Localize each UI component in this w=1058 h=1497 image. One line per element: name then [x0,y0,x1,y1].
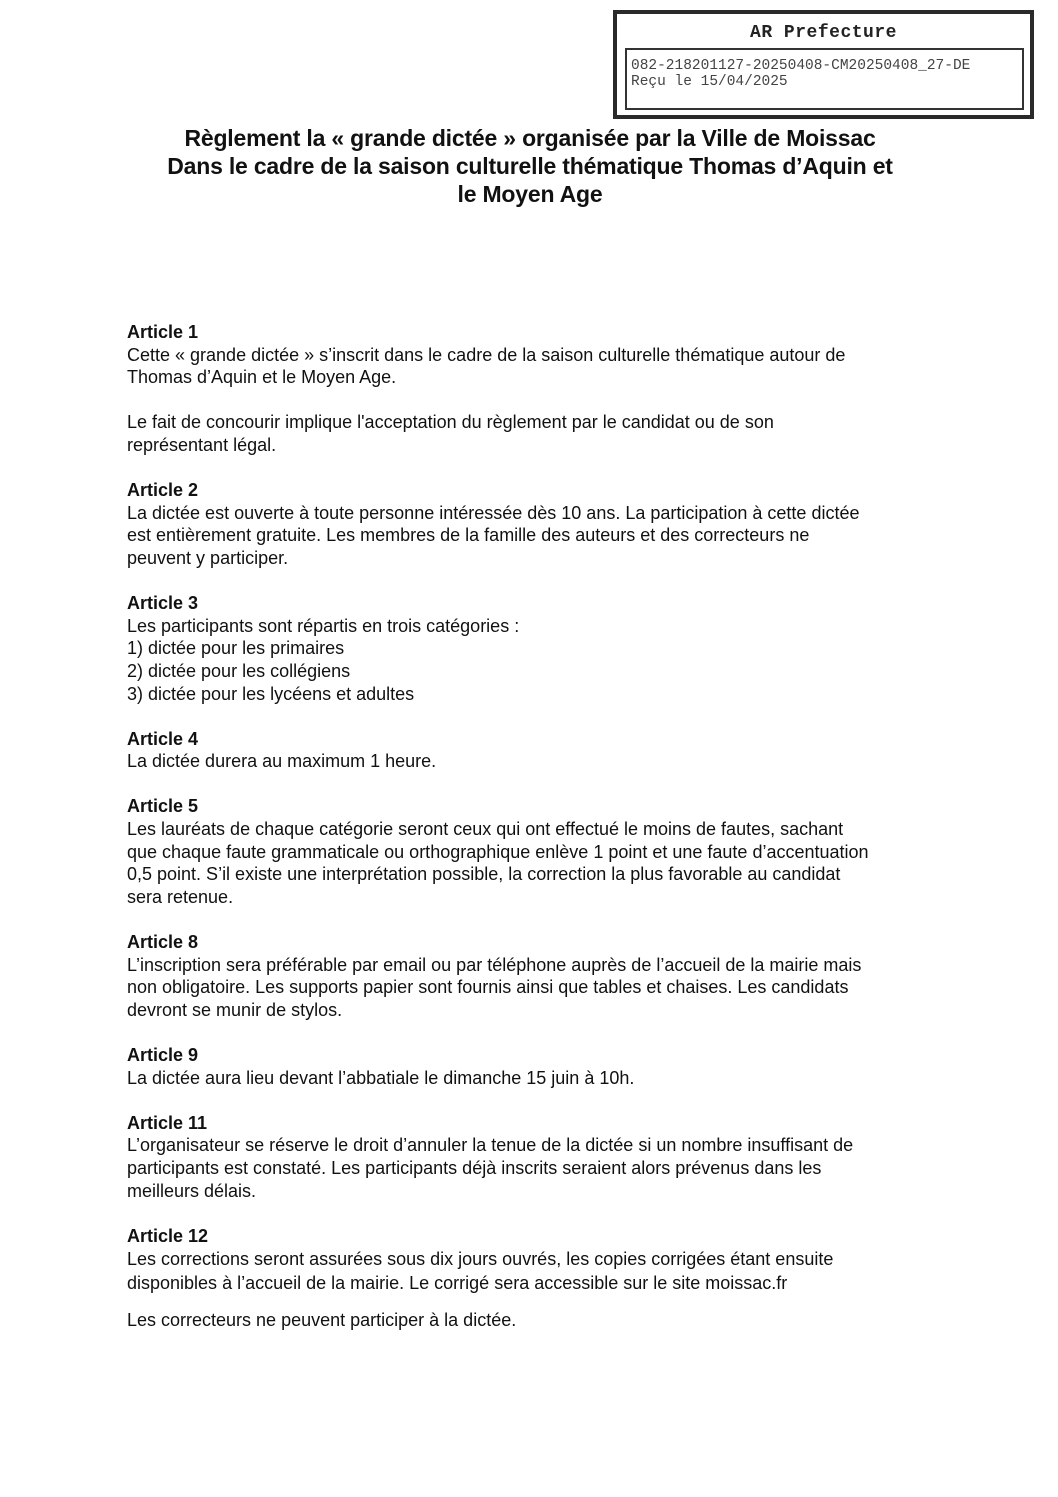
article-paragraph [127,750,947,773]
text-line: L’inscription sera préférable par email ou par téléphone auprès de l’accueil de la mairie mais [127,954,862,975]
stamp-details-box [625,48,1024,110]
text-line: est entièrement gratuite. Les membres de la famille des auteurs et des correcteurs ne [127,525,810,546]
article-heading: Article 12 [127,1225,209,1246]
article-4 [127,728,947,773]
list-item: 1) dictée pour les primaires [127,638,345,659]
article-heading: Article 4 [127,728,199,749]
article-paragraph [127,1247,947,1295]
article-3 [127,592,947,705]
article-paragraph [127,615,947,705]
text-line: disponibles à l’accueil de la mairie. Le corrigé sera accessible sur le site moissac.fr [127,1273,788,1294]
text-line: représentant légal. [127,434,277,455]
stamp-reference: 082-218201127-20250408-CM20250408_27-DE [631,58,971,74]
article-heading: Article 3 [127,593,199,614]
text-line: non obligatoire. Les supports papier sont fournis ainsi que tables et chaises. Les candidats [127,977,849,998]
text-line: devront se munir de stylos. [127,999,343,1020]
text-line: sera retenue. [127,886,234,907]
list-item: 3) dictée pour les lycéens et adultes [127,683,415,704]
text-line: Les participants sont répartis en trois catégories : [127,615,520,636]
article-paragraph [127,1134,947,1202]
article-1 [127,321,947,457]
text-line: L’organisateur se réserve le droit d’annuler la tenue de la dictée si un nombre insuffisant de [127,1135,854,1156]
article-paragraph [127,344,947,389]
list-item: 2) dictée pour les collégiens [127,660,351,681]
text-line: Thomas d’Aquin et le Moyen Age. [127,367,397,388]
article-heading: Article 2 [127,480,199,501]
article-5 [127,795,947,908]
article-9 [127,1044,947,1089]
text-line: La dictée est ouverte à toute personne intéressée dès 10 ans. La participation à cette dictée [127,502,860,523]
article-8 [127,931,947,1021]
title-line: Règlement la « grande dictée » organisée par la Ville de Moissac [184,125,876,151]
document-body [127,321,947,1355]
prefecture-stamp [613,10,1034,119]
article-11 [127,1112,947,1202]
text-line: La dictée aura lieu devant l’abbatiale le dimanche 15 juin à 10h. [127,1067,635,1088]
article-2 [127,479,947,569]
stamp-received-date: Reçu le 15/04/2025 [631,74,788,90]
text-line: que chaque faute grammaticale ou orthographique enlève 1 point et une faute d’accentuation [127,841,869,862]
article-paragraph [127,818,947,908]
text-line: Les corrections seront assurées sous dix jours ouvrés, les copies corrigées étant ensuite [127,1249,834,1270]
text-line: peuvent y participer. [127,547,289,568]
stamp-title: AR Prefecture [750,23,897,43]
title-line: le Moyen Age [457,181,603,207]
article-paragraph [127,1309,947,1332]
article-heading: Article 9 [127,1045,199,1065]
text-line: La dictée durera au maximum 1 heure. [127,751,437,772]
article-paragraph [127,411,947,456]
text-line: Le fait de concourir implique l'acceptation du règlement par le candidat ou de son [127,412,774,433]
article-12 [127,1225,947,1332]
text-line: Cette « grande dictée » s’inscrit dans le cadre de la saison culturelle thématique autour de [127,344,846,365]
article-heading: Article 11 [127,1112,208,1133]
text-line: participants est constaté. Les participants déjà inscrits seraient alors prévenus dans les [127,1157,822,1178]
article-paragraph [127,954,947,1022]
article-heading: Article 1 [127,322,199,342]
article-heading: Article 5 [127,796,199,817]
title-line: Dans le cadre de la saison culturelle thématique Thomas d’Aquin et [167,153,893,179]
article-paragraph [127,1067,947,1090]
document-title [100,124,960,208]
article-heading: Article 8 [127,932,199,953]
text-line: 0,5 point. S’il existe une interprétation possible, la correction la plus favorable au candidat [127,864,841,885]
text-line: Les lauréats de chaque catégorie seront ceux qui ont effectué le moins de fautes, sachant [127,819,844,840]
text-line: Les correcteurs ne peuvent participer à la dictée. [127,1310,517,1331]
text-line: meilleurs délais. [127,1180,257,1201]
article-paragraph [127,502,947,570]
